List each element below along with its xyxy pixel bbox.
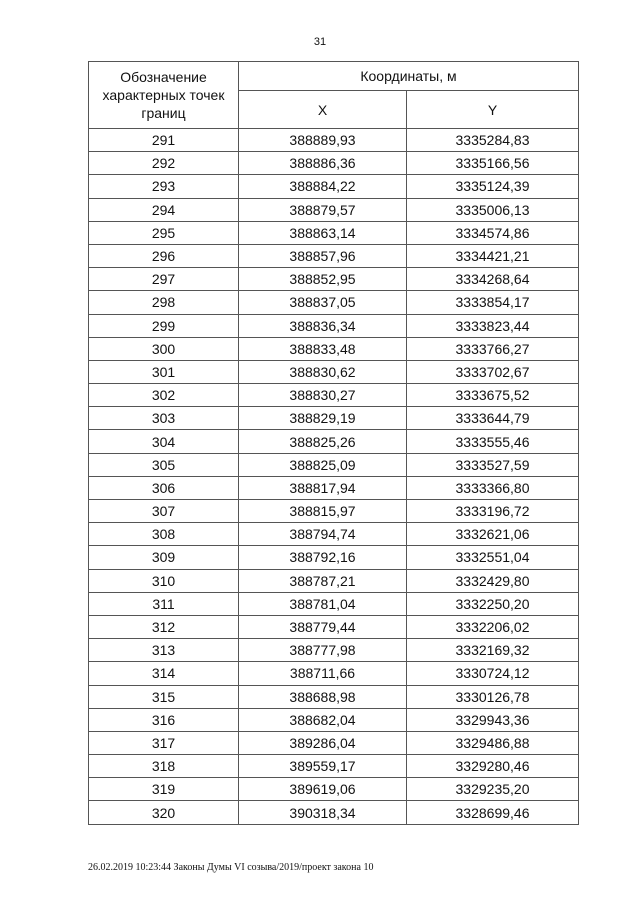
point-cell: 298	[89, 291, 239, 314]
y-cell: 3329280,46	[407, 755, 579, 778]
point-cell: 309	[89, 546, 239, 569]
y-cell: 3333527,59	[407, 453, 579, 476]
y-cell: 3332206,02	[407, 615, 579, 638]
y-cell: 3332250,20	[407, 592, 579, 615]
y-cell: 3332621,06	[407, 523, 579, 546]
x-cell: 388837,05	[239, 291, 407, 314]
table-row	[89, 523, 579, 546]
y-cell: 3335166,56	[407, 152, 579, 175]
header-y: Y	[407, 91, 579, 129]
table-row	[89, 314, 579, 337]
point-cell: 307	[89, 500, 239, 523]
table-row	[89, 755, 579, 778]
point-cell: 308	[89, 523, 239, 546]
table-row	[89, 615, 579, 638]
x-cell: 388830,62	[239, 360, 407, 383]
x-cell: 388833,48	[239, 337, 407, 360]
x-cell: 388711,66	[239, 662, 407, 685]
table-row	[89, 175, 579, 198]
table-row	[89, 476, 579, 499]
table-row	[89, 291, 579, 314]
point-cell: 299	[89, 314, 239, 337]
x-cell: 389559,17	[239, 755, 407, 778]
table-row	[89, 244, 579, 267]
point-cell: 292	[89, 152, 239, 175]
x-cell: 388815,97	[239, 500, 407, 523]
table-row	[89, 384, 579, 407]
point-cell: 319	[89, 778, 239, 801]
page-number: 31	[313, 36, 327, 48]
point-cell: 311	[89, 592, 239, 615]
table-row	[89, 778, 579, 801]
x-cell: 388777,98	[239, 639, 407, 662]
point-cell: 294	[89, 198, 239, 221]
table-row	[89, 221, 579, 244]
y-cell: 3329943,36	[407, 708, 579, 731]
y-cell: 3330724,12	[407, 662, 579, 685]
x-cell: 388781,04	[239, 592, 407, 615]
point-cell: 320	[89, 801, 239, 824]
point-cell: 317	[89, 731, 239, 754]
table-row	[89, 268, 579, 291]
y-cell: 3334268,64	[407, 268, 579, 291]
x-cell: 388787,21	[239, 569, 407, 592]
table-body	[89, 129, 579, 825]
point-cell: 291	[89, 129, 239, 152]
y-cell: 3333366,80	[407, 476, 579, 499]
point-cell: 295	[89, 221, 239, 244]
point-cell: 293	[89, 175, 239, 198]
y-cell: 3330126,78	[407, 685, 579, 708]
point-cell: 315	[89, 685, 239, 708]
x-cell: 388825,09	[239, 453, 407, 476]
x-cell: 388886,36	[239, 152, 407, 175]
y-cell: 3335124,39	[407, 175, 579, 198]
y-cell: 3335006,13	[407, 198, 579, 221]
point-cell: 303	[89, 407, 239, 430]
x-cell: 388817,94	[239, 476, 407, 499]
x-cell: 388852,95	[239, 268, 407, 291]
y-cell: 3333555,46	[407, 430, 579, 453]
x-cell: 388829,19	[239, 407, 407, 430]
x-cell: 388830,27	[239, 384, 407, 407]
x-cell: 388863,14	[239, 221, 407, 244]
point-cell: 305	[89, 453, 239, 476]
point-cell: 306	[89, 476, 239, 499]
y-cell: 3333766,27	[407, 337, 579, 360]
document-footer: 26.02.2019 10:23:44 Законы Думы VI созыва/2019/проект закона 10	[88, 862, 374, 873]
y-cell: 3333854,17	[407, 291, 579, 314]
point-cell: 297	[89, 268, 239, 291]
table-row	[89, 662, 579, 685]
point-cell: 318	[89, 755, 239, 778]
y-cell: 3333644,79	[407, 407, 579, 430]
table-row	[89, 152, 579, 175]
point-cell: 304	[89, 430, 239, 453]
point-cell: 301	[89, 360, 239, 383]
x-cell: 388825,26	[239, 430, 407, 453]
table-header	[89, 62, 579, 129]
table-row	[89, 569, 579, 592]
y-cell: 3335284,83	[407, 129, 579, 152]
y-cell: 3333702,67	[407, 360, 579, 383]
coordinates-table	[88, 61, 579, 825]
y-cell: 3328699,46	[407, 801, 579, 824]
x-cell: 388794,74	[239, 523, 407, 546]
table-row	[89, 337, 579, 360]
point-cell: 316	[89, 708, 239, 731]
table-row	[89, 731, 579, 754]
table-row	[89, 500, 579, 523]
header-x: X	[239, 91, 407, 129]
y-cell: 3333675,52	[407, 384, 579, 407]
x-cell: 388836,34	[239, 314, 407, 337]
point-cell: 312	[89, 615, 239, 638]
point-cell: 310	[89, 569, 239, 592]
table-row	[89, 546, 579, 569]
point-cell: 300	[89, 337, 239, 360]
table-row	[89, 198, 579, 221]
x-cell: 389619,06	[239, 778, 407, 801]
table-row	[89, 129, 579, 152]
table-row	[89, 685, 579, 708]
x-cell: 388792,16	[239, 546, 407, 569]
table-row	[89, 592, 579, 615]
table-row	[89, 801, 579, 824]
table-row	[89, 453, 579, 476]
x-cell: 390318,34	[239, 801, 407, 824]
x-cell: 388889,93	[239, 129, 407, 152]
table-row	[89, 639, 579, 662]
y-cell: 3333196,72	[407, 500, 579, 523]
y-cell: 3332429,80	[407, 569, 579, 592]
x-cell: 389286,04	[239, 731, 407, 754]
table-row	[89, 708, 579, 731]
x-cell: 388884,22	[239, 175, 407, 198]
y-cell: 3334574,86	[407, 221, 579, 244]
header-coordinates: Координаты, м	[239, 62, 579, 91]
point-cell: 296	[89, 244, 239, 267]
header-point-designation: Обозначение характерных точек границ	[89, 62, 239, 129]
y-cell: 3332551,04	[407, 546, 579, 569]
x-cell: 388682,04	[239, 708, 407, 731]
table-row	[89, 430, 579, 453]
table-row	[89, 360, 579, 383]
y-cell: 3332169,32	[407, 639, 579, 662]
y-cell: 3334421,21	[407, 244, 579, 267]
point-cell: 314	[89, 662, 239, 685]
y-cell: 3329486,88	[407, 731, 579, 754]
y-cell: 3329235,20	[407, 778, 579, 801]
y-cell: 3333823,44	[407, 314, 579, 337]
table-row	[89, 407, 579, 430]
point-cell: 302	[89, 384, 239, 407]
point-cell: 313	[89, 639, 239, 662]
x-cell: 388879,57	[239, 198, 407, 221]
x-cell: 388779,44	[239, 615, 407, 638]
x-cell: 388857,96	[239, 244, 407, 267]
x-cell: 388688,98	[239, 685, 407, 708]
